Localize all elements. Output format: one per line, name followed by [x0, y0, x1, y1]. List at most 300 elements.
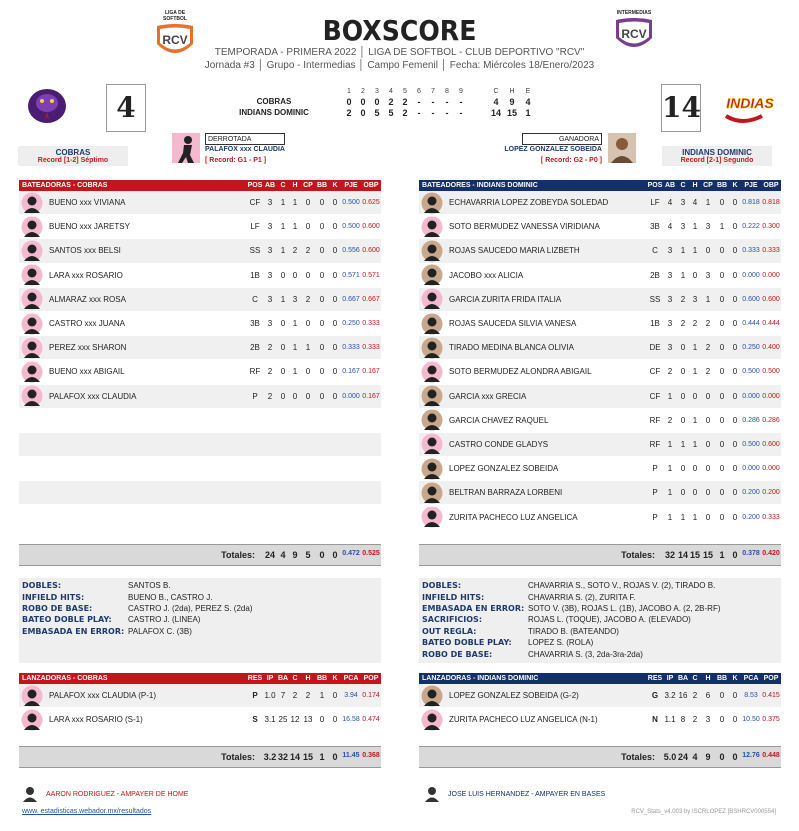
stat-cell: 0.200 [742, 489, 760, 497]
inning-runs: 0 [346, 97, 352, 107]
linescore-total: 15 [506, 108, 517, 118]
total-header: E [525, 88, 531, 95]
total-cell: 0.448 [762, 752, 780, 759]
column-header: PCA [343, 675, 359, 682]
stat-cell: 0 [319, 294, 325, 304]
column-header: BB [716, 182, 728, 189]
stat-cell: 3 [667, 343, 673, 353]
inning-number: 9 [459, 88, 463, 95]
total-cell: 14 [677, 550, 688, 560]
stat-cell: 0.333 [762, 247, 780, 255]
stat-cell: 0.500 [742, 368, 760, 376]
stat-cell: 3 [705, 270, 711, 280]
player-name: ROJAS SAUCEDO MARIA LIZBETH [449, 246, 580, 256]
note-row [22, 603, 378, 614]
column-header: POP [363, 675, 379, 682]
linescore-row [206, 108, 606, 119]
stat-cell: 1 [280, 222, 286, 232]
svg-text:RCV: RCV [621, 27, 647, 41]
total-cell: 32 [277, 752, 288, 762]
player-name: LARA xxx ROSARIO (S-1) [49, 715, 143, 725]
stat-cell: 0 [705, 488, 711, 498]
total-cell: 24 [677, 752, 688, 762]
results-link[interactable]: www. estadisticas.webador.mx/resultados [22, 808, 152, 815]
stat-cell: 0 [705, 415, 711, 425]
stat-cell: 0 [719, 367, 725, 377]
total-cell: 0 [732, 752, 738, 762]
home-umpire [22, 786, 188, 802]
stat-cell: 2 [692, 319, 698, 329]
table-row [19, 215, 381, 239]
inning-runs: - [459, 97, 463, 107]
stat-cell: 0 [332, 294, 338, 304]
pitcher-silhouette-icon [172, 133, 200, 163]
inning-runs: - [417, 108, 421, 118]
stat-cell: 2 [705, 367, 711, 377]
column-header: OBP [363, 182, 379, 189]
stat-cell: 0.500 [342, 199, 360, 207]
player-avatar-icon [421, 685, 443, 707]
column-header: PJE [344, 182, 358, 189]
stat-cell: 0 [280, 270, 286, 280]
stat-cell: 0.300 [762, 223, 780, 231]
stat-cell: 0 [732, 367, 738, 377]
inning-runs: - [431, 108, 435, 118]
total-cell: 5 [305, 550, 311, 560]
stat-cell: 0 [719, 439, 725, 449]
linescore-total: 1 [525, 108, 531, 118]
stat-cell: 0.250 [742, 344, 760, 352]
column-header: AB [664, 182, 676, 189]
stat-cell: RF [649, 439, 661, 449]
version-footer: RCV_Stats_v4.003 by ISCRLOPEZ [BSHRCV000554] [631, 809, 776, 815]
column-header: POS [647, 182, 663, 189]
column-header: CP [703, 182, 713, 189]
home-umpire-name: AARON RODRIGUEZ - AMPAYER DE HOME [46, 790, 189, 798]
away-pitching-title: LANZADORAS - COBRAS [22, 675, 108, 682]
home-batting-title: BATEADORES - INDIANS DOMINIC [422, 182, 538, 189]
inning-runs: 0 [360, 97, 366, 107]
total-cell: 0 [732, 550, 738, 560]
stat-cell: 2 [692, 715, 698, 725]
stat-cell: 3B [250, 319, 260, 329]
stat-cell: S [252, 715, 258, 725]
stat-cell: 1 [667, 391, 673, 401]
column-header: PCA [743, 675, 759, 682]
stat-cell: P [652, 512, 658, 522]
player-name: BUENO xxx VIVIANA [49, 198, 126, 208]
stat-cell: 1.1 [664, 715, 676, 725]
total-cell: 4 [692, 752, 698, 762]
stat-cell: 1 [692, 343, 698, 353]
player-avatar-icon [421, 264, 443, 286]
stat-cell: 0 [305, 319, 311, 329]
stat-cell: 0 [732, 319, 738, 329]
table-row [19, 264, 381, 288]
note-value: BUENO B., CASTRO J. [128, 592, 213, 602]
game-info-line: Jornada #3 │ Grupo - Intermedias │ Campo Femenil │ Fecha: Miércoles 18/Enero/2023 [204, 60, 595, 71]
note-row [422, 603, 778, 614]
table-row [19, 505, 381, 529]
player-avatar-icon [421, 337, 443, 359]
total-cell: 32 [664, 550, 675, 560]
stat-cell: 0 [719, 512, 725, 522]
indians-logo [722, 86, 778, 126]
table-row [19, 457, 381, 481]
stat-cell: 1 [692, 415, 698, 425]
stat-cell: 0 [705, 391, 711, 401]
table-row [419, 684, 781, 708]
stat-cell: 0 [305, 222, 311, 232]
stat-cell: 0 [732, 246, 738, 256]
column-header: C [680, 182, 686, 189]
stat-cell: 0 [332, 246, 338, 256]
total-cell: 0.525 [362, 550, 380, 557]
stat-cell: P [252, 391, 258, 401]
column-header: H [705, 675, 711, 682]
stat-cell: LF [650, 198, 660, 208]
stat-cell: 0 [332, 715, 338, 725]
stat-cell: 0 [319, 270, 325, 280]
note-row [22, 626, 378, 637]
home-batting-totals [419, 544, 781, 566]
stat-cell: 0.167 [362, 368, 380, 376]
inning-runs: - [445, 108, 449, 118]
stat-cell: 0 [305, 198, 311, 208]
note-key: EMBASADA EN ERROR: [22, 626, 125, 636]
column-header: RES [647, 675, 663, 682]
away-notes [19, 578, 381, 663]
total-cell: 1 [319, 752, 325, 762]
note-value: SOTO V. (3B), ROJAS L. (1B), JACOBO A. (2, 2B-RF) [528, 603, 721, 613]
stat-cell: 1 [319, 691, 325, 701]
stat-cell: 1 [692, 246, 698, 256]
cobra-icon [24, 86, 70, 126]
total-cell: 0.378 [742, 550, 760, 557]
totals-label: Totales: [221, 752, 255, 762]
stat-cell: 0 [719, 691, 725, 701]
note-key: ROBO DE BASE: [422, 649, 493, 659]
stat-cell: 2 [267, 343, 273, 353]
stat-cell: RF [249, 367, 261, 377]
column-header: POS [247, 182, 263, 189]
stat-cell: 0.200 [742, 513, 760, 521]
column-header: K [332, 675, 338, 682]
inning-number: 7 [431, 88, 435, 95]
stat-cell: 0 [719, 715, 725, 725]
stat-cell: 1B [250, 270, 260, 280]
stat-cell: 0 [705, 512, 711, 522]
stat-cell: 0 [705, 439, 711, 449]
away-decision-label: DERROTADA [205, 133, 285, 145]
player-name: JACOBO xxx ALICIA [449, 270, 524, 280]
stat-cell: 0.250 [342, 320, 360, 328]
table-row [419, 708, 781, 732]
stat-cell: 12 [290, 715, 300, 725]
note-value: PALAFOX C. (3B) [128, 626, 192, 636]
note-value: CHAVARRIA S. (3, 2da-3ra-2da) [528, 649, 643, 659]
away-team-info [18, 146, 128, 166]
note-value: CASTRO J. (LINEA) [128, 615, 201, 625]
table-row [19, 336, 381, 360]
stat-cell: 0 [692, 488, 698, 498]
stat-cell: 0.333 [742, 247, 760, 255]
stat-cell: 0 [719, 319, 725, 329]
stat-cell: 1 [292, 198, 298, 208]
inning-runs: - [445, 97, 449, 107]
stat-cell: 0.444 [762, 320, 780, 328]
stat-cell: CF [249, 198, 261, 208]
league-logo-caption: LIGA DE SOFTBOL [163, 10, 187, 22]
player-avatar-icon [21, 240, 43, 262]
stat-cell: 0 [680, 343, 686, 353]
away-pitching-header [19, 673, 381, 684]
player-avatar-icon [421, 433, 443, 455]
stat-cell: 1 [680, 439, 686, 449]
stat-cell: 1 [667, 512, 673, 522]
stat-cell: 2 [292, 246, 298, 256]
cobras-logo [24, 86, 70, 126]
stat-cell: 2 [305, 294, 311, 304]
note-key: BATEO DOBLE PLAY: [22, 615, 112, 625]
stat-cell: 0.818 [742, 199, 760, 207]
away-pitching-totals [19, 746, 381, 768]
table-row [19, 312, 381, 336]
inning-runs: 5 [388, 108, 394, 118]
stat-cell: 0 [332, 343, 338, 353]
stat-cell: 0.667 [362, 295, 380, 303]
table-row [19, 684, 381, 708]
table-row [419, 215, 781, 239]
rcv-shield-purple-icon [612, 16, 656, 54]
column-header: C [280, 182, 286, 189]
stat-cell: 0 [732, 343, 738, 353]
column-header: RES [247, 675, 263, 682]
table-row [419, 312, 781, 336]
total-header: H [509, 88, 515, 95]
inning-number: 1 [347, 88, 351, 95]
stat-cell: 1B [650, 319, 660, 329]
column-header: AB [264, 182, 276, 189]
stat-cell: 0.167 [362, 392, 380, 400]
stat-cell: 0.415 [762, 692, 780, 700]
table-row [419, 481, 781, 505]
column-header: POP [763, 675, 779, 682]
stat-cell: 3 [267, 246, 273, 256]
stat-cell: 0 [319, 222, 325, 232]
note-row [422, 637, 778, 648]
stat-cell: 2 [305, 246, 311, 256]
stat-cell: 0 [319, 391, 325, 401]
stat-cell: 4 [692, 198, 698, 208]
player-avatar-icon [421, 216, 443, 238]
stat-cell: 16 [678, 691, 688, 701]
player-avatar-icon [421, 361, 443, 383]
stat-cell: 10.50 [742, 716, 760, 724]
stat-cell: 0 [319, 246, 325, 256]
away-score: 4 [106, 84, 146, 132]
stat-cell: 2B [250, 343, 260, 353]
table-row [419, 505, 781, 529]
table-row [419, 239, 781, 263]
stat-cell: 0.818 [762, 199, 780, 207]
column-header: H [692, 182, 698, 189]
stat-cell: 3 [267, 270, 273, 280]
stat-cell: 1 [280, 198, 286, 208]
player-avatar-icon [421, 192, 443, 214]
stat-cell: 0.333 [362, 320, 380, 328]
stat-cell: 2 [705, 343, 711, 353]
column-header: IP [666, 675, 674, 682]
stat-cell: DE [649, 343, 661, 353]
total-cell: 0 [719, 752, 725, 762]
stat-cell: 0 [719, 198, 725, 208]
stat-cell: 0.400 [762, 344, 780, 352]
player-avatar-icon [21, 361, 43, 383]
stat-cell: 3.2 [664, 691, 676, 701]
stat-cell: 3.94 [344, 692, 358, 700]
stat-cell: 0.556 [342, 247, 360, 255]
note-value: TIRADO B. (BATEANDO) [528, 626, 619, 636]
note-key: INFIELD HITS: [22, 592, 85, 602]
base-umpire [424, 786, 605, 802]
stat-cell: 3 [705, 715, 711, 725]
stat-cell: 2 [667, 415, 673, 425]
stat-cell: 0 [680, 464, 686, 474]
stat-cell: 0.474 [362, 716, 380, 724]
totals-label: Totales: [621, 752, 655, 762]
stat-cell: 0 [732, 715, 738, 725]
stat-cell: 3B [650, 222, 660, 232]
home-batting-header [419, 180, 781, 191]
linescore-header [206, 88, 606, 97]
stat-cell: 8.53 [744, 692, 758, 700]
stat-cell: 0.571 [362, 271, 380, 279]
column-header: OBP [763, 182, 779, 189]
stat-cell: 0 [719, 488, 725, 498]
stat-cell: 0.286 [762, 416, 780, 424]
table-row [419, 336, 781, 360]
indians-feather-icon [722, 86, 778, 126]
stat-cell: 0.222 [742, 223, 760, 231]
linescore-total: 9 [509, 97, 515, 107]
stat-cell: 0.000 [762, 392, 780, 400]
stat-cell: 1.0 [264, 691, 276, 701]
stat-cell: 2 [267, 367, 273, 377]
player-avatar-icon [21, 685, 43, 707]
column-header: K [332, 182, 338, 189]
total-cell: 0.472 [342, 550, 360, 557]
stat-cell: 3 [705, 222, 711, 232]
stat-cell: 0 [680, 488, 686, 498]
stat-cell: 0 [280, 367, 286, 377]
player-name: LARA xxx ROSARIO [49, 270, 123, 280]
inning-number: 5 [403, 88, 407, 95]
player-avatar-icon [21, 337, 43, 359]
player-name: LOPEZ GONZALEZ SOBEIDA (G-2) [449, 691, 579, 701]
note-row [22, 580, 378, 591]
player-avatar-icon [21, 288, 43, 310]
table-row [419, 385, 781, 409]
stat-cell: P [252, 691, 258, 701]
player-name: CASTRO CONDE GLADYS [449, 439, 549, 449]
stat-cell: 0.333 [342, 344, 360, 352]
note-key: SACRIFICIOS: [422, 615, 483, 625]
stat-cell: 2 [705, 319, 711, 329]
table-row [419, 264, 781, 288]
player-avatar-icon [421, 482, 443, 504]
home-pitcher-record: [ Record: G2 - P0 ] [540, 157, 602, 164]
player-name: GARCIA xxx GRECIA [449, 391, 527, 401]
stat-cell: 1 [305, 343, 311, 353]
away-pitcher-record: [ Record: G1 - P1 ] [205, 157, 267, 164]
table-row [19, 288, 381, 312]
note-row [422, 580, 778, 591]
stat-cell: 0 [692, 464, 698, 474]
stat-cell: 0 [292, 391, 298, 401]
inning-runs: - [431, 97, 435, 107]
linescore-total: 4 [525, 97, 531, 107]
umpire-icon [424, 786, 440, 802]
stat-cell: 0.000 [762, 271, 780, 279]
player-name: ALMARAZ xxx ROSA [49, 294, 126, 304]
stat-cell: 2 [692, 691, 698, 701]
total-cell: 5.0 [663, 752, 677, 762]
stat-cell: 0 [305, 270, 311, 280]
stat-cell: 0.174 [362, 692, 380, 700]
stat-cell: 3 [667, 246, 673, 256]
total-cell: 0.420 [762, 550, 780, 557]
winning-pitcher-photo [608, 133, 636, 163]
stat-cell: 1 [680, 246, 686, 256]
stat-cell: 2 [267, 391, 273, 401]
table-row [19, 481, 381, 505]
player-name: GARCIA CHAVEZ RAQUEL [449, 415, 549, 425]
stat-cell: 0 [719, 294, 725, 304]
losing-pitcher-photo [172, 133, 200, 163]
stat-cell: 0.500 [342, 223, 360, 231]
linescore-team: COBRAS [256, 97, 292, 106]
table-row [419, 457, 781, 481]
stat-cell: 0 [719, 391, 725, 401]
player-name: ECHAVARRIA LOPEZ ZOBEYDA SOLEDAD [449, 198, 609, 208]
table-row [19, 409, 381, 433]
totals-label: Totales: [221, 550, 255, 560]
home-team-record: Record [2-1] Segundo [680, 157, 754, 164]
stat-cell: 3.1 [264, 715, 276, 725]
stat-cell: 1 [292, 319, 298, 329]
player-name: LOPEZ GONZALEZ SOBEIDA [449, 464, 559, 474]
stat-cell: 0 [692, 270, 698, 280]
player-avatar-icon [421, 385, 443, 407]
player-name: ROJAS SAUCEDA SILVIA VANESA [449, 319, 577, 329]
stat-cell: RF [649, 415, 661, 425]
stat-cell: N [652, 715, 658, 725]
stat-cell: 2B [650, 270, 660, 280]
stat-cell: 1 [692, 439, 698, 449]
total-cell: 0.368 [362, 752, 380, 759]
column-header: C [292, 675, 298, 682]
note-key: INFIELD HITS: [422, 592, 485, 602]
note-key: EMBASADA EN ERROR: [422, 603, 525, 613]
table-row [419, 191, 781, 215]
table-row [419, 433, 781, 457]
stat-cell: 0.600 [362, 247, 380, 255]
note-key: DOBLES: [422, 581, 462, 591]
total-cell: 9 [705, 752, 711, 762]
away-pitcher-name: PALAFOX xxx CLAUDIA [205, 146, 285, 153]
stat-cell: 0 [319, 343, 325, 353]
